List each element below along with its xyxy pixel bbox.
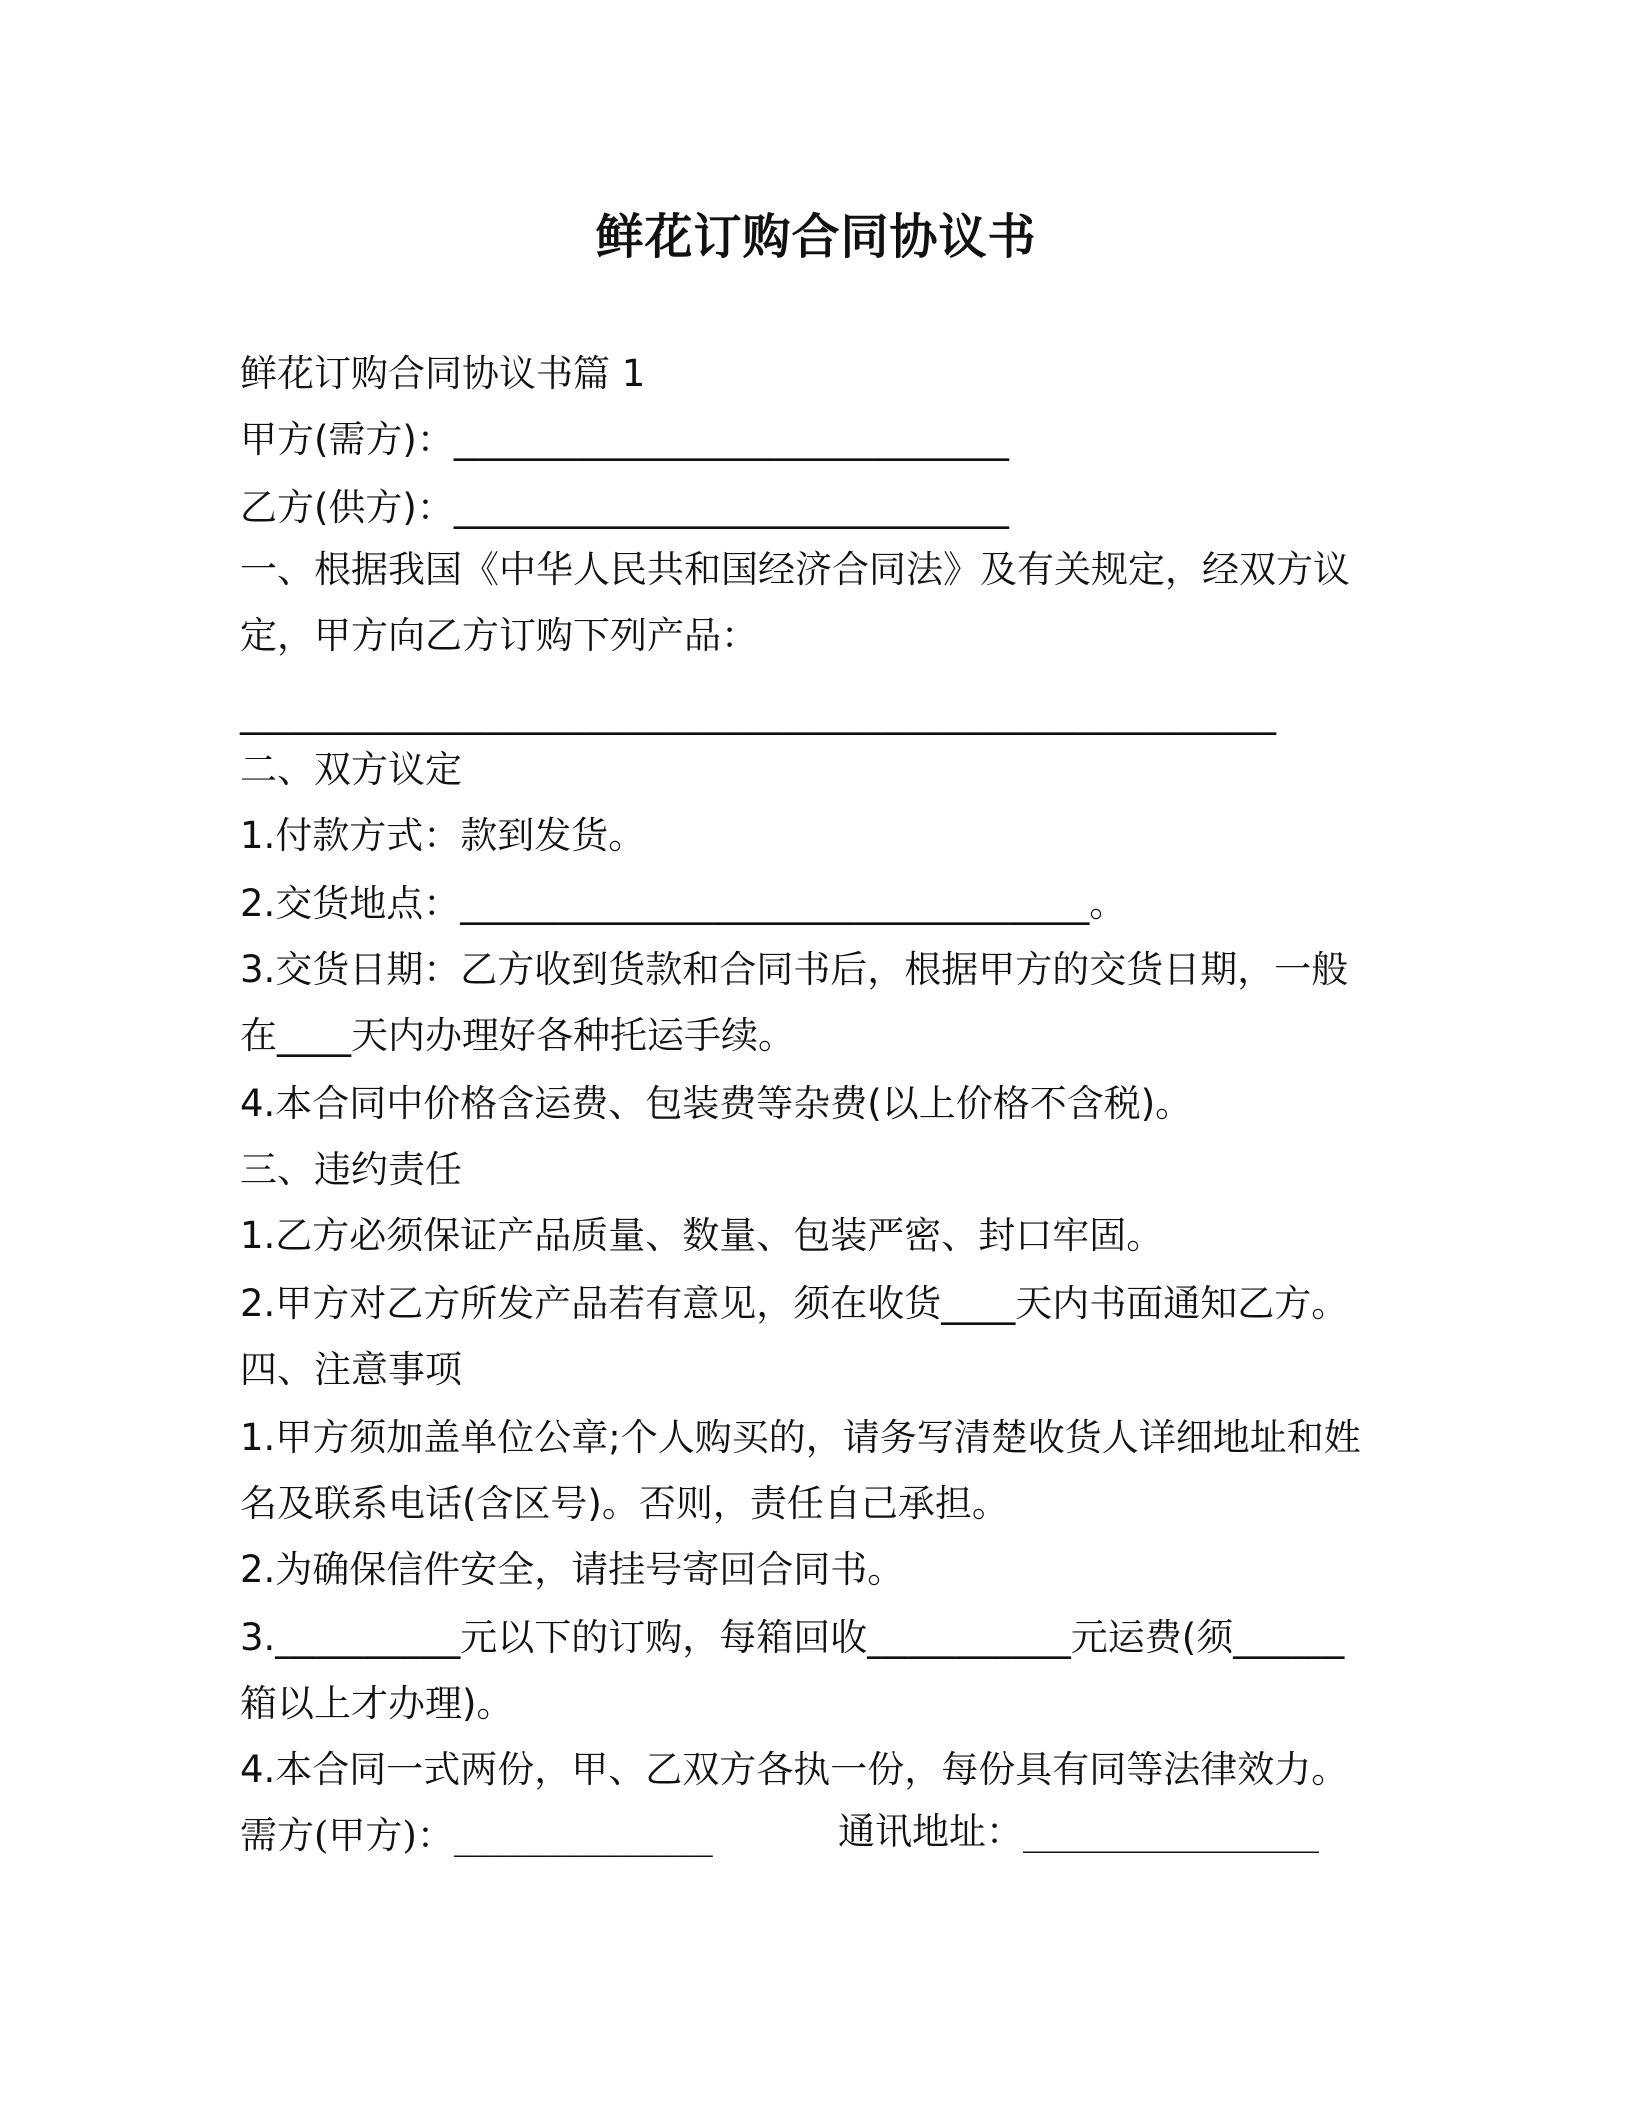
clause-1-line-2: 定，甲方向乙方订购下列产品： [240, 614, 758, 657]
note-1-line-2: 名及联系电话(含区号)。否则，责任自己承担。 [240, 1482, 1009, 1525]
delivery-location: 2.交货地点：__________________________________。 [240, 882, 1127, 925]
delivery-date-line-2: 在____天内办理好各种托运手续。 [240, 1014, 795, 1057]
buyer-signature-line: 需方(甲方)：______________ [240, 1814, 713, 1857]
note-1-line-1: 1.甲方须加盖单位公章;个人购买的，请务写清楚收货人详细地址和姓 [240, 1416, 1361, 1459]
note-3-line-2: 箱以上才办理)。 [240, 1682, 514, 1725]
delivery-date-line-1: 3.交货日期：乙方收到货款和合同书后，根据甲方的交货日期，一般 [240, 948, 1349, 991]
note-4: 4.本合同一式两份，甲、乙双方各执一份，每份具有同等法律效力。 [240, 1748, 1349, 1791]
price-note: 4.本合同中价格含运费、包装费等杂费(以上价格不含税)。 [240, 1082, 1193, 1125]
clause-1-line-1: 一、根据我国《中华人民共和国经济合同法》及有关规定，经双方议 [240, 548, 1350, 591]
address-signature-line: 通讯地址：________________ [838, 1810, 1319, 1853]
product-blank-line: ________________________________________________________ [240, 692, 1276, 735]
liability-1: 1.乙方必须保证产品质量、数量、包装严密、封口牢固。 [240, 1214, 1164, 1257]
note-3-line-1: 3.__________元以下的订购，每箱回收___________元运费(须______ [240, 1616, 1345, 1659]
party-a-line: 甲方(需方)：______________________________ [240, 418, 1009, 461]
note-2: 2.为确保信件安全，请挂号寄回合同书。 [240, 1548, 905, 1591]
clause-3-heading: 三、违约责任 [240, 1148, 462, 1191]
section-heading: 鲜花订购合同协议书篇 1 [240, 352, 646, 395]
document-title: 鲜花订购合同协议书 [595, 209, 1037, 265]
clause-4-heading: 四、注意事项 [240, 1348, 462, 1391]
clause-2-heading: 二、双方议定 [240, 748, 462, 791]
liability-2: 2.甲方对乙方所发产品若有意见，须在收货____天内书面通知乙方。 [240, 1282, 1349, 1325]
payment-method: 1.付款方式：款到发货。 [240, 814, 646, 857]
party-b-line: 乙方(供方)：______________________________ [240, 486, 1009, 529]
